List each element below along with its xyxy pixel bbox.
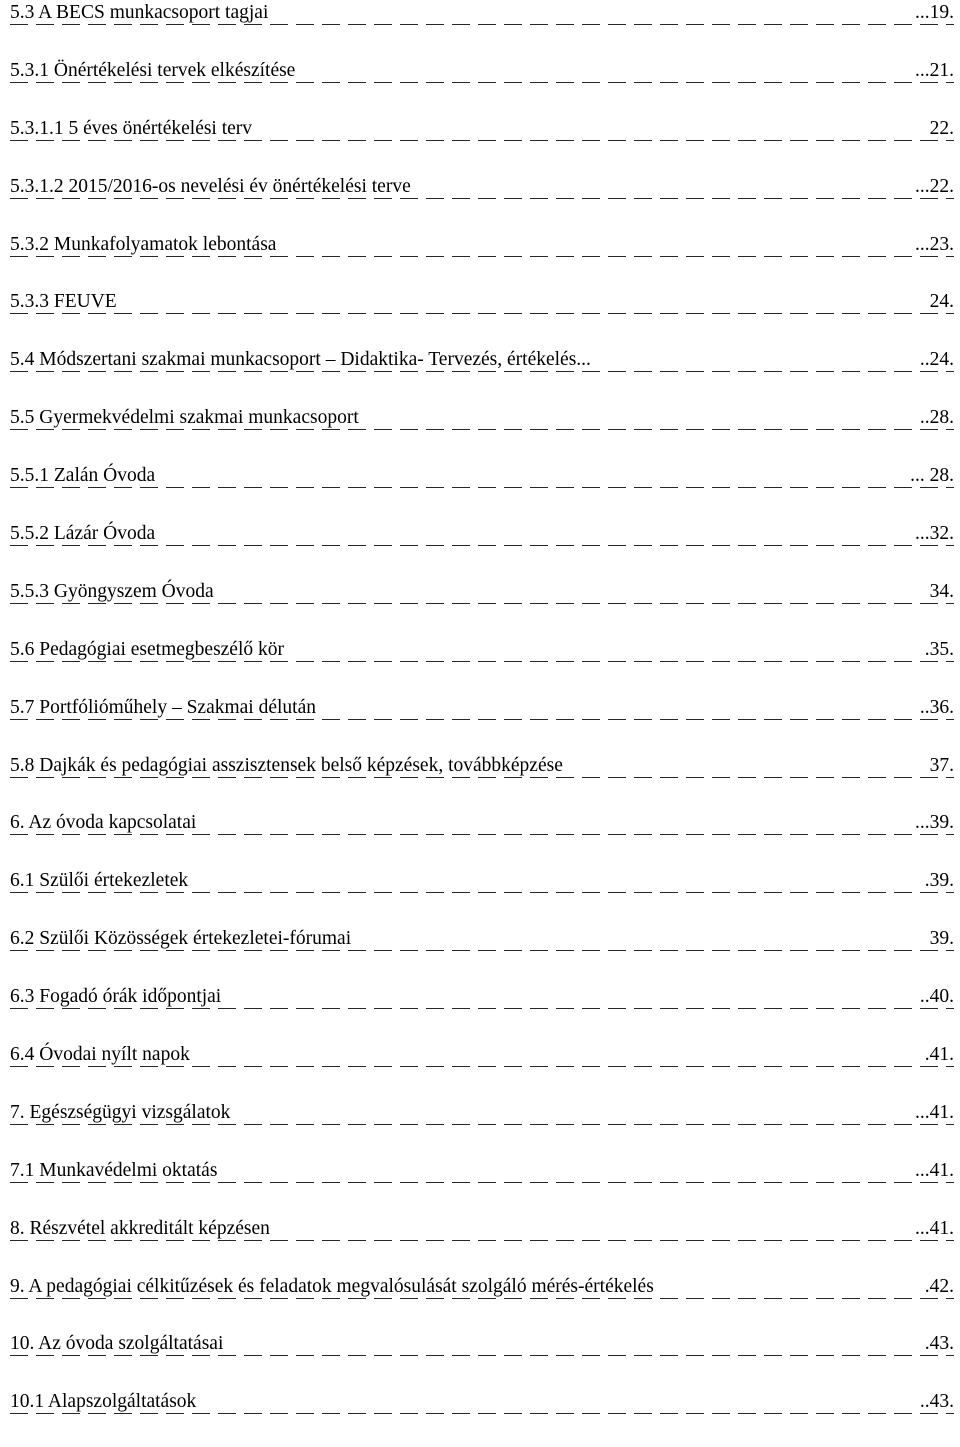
toc-entry <box>10 174 954 232</box>
dotted-leader <box>10 1413 954 1414</box>
toc-entry <box>10 637 954 695</box>
toc-entry <box>10 984 954 1042</box>
toc-entry-title: 5.3.1.1 5 éves önértékelési terv <box>10 117 253 139</box>
toc-entry-title: 7. Egészségügyi vizsgálatok <box>10 1101 231 1123</box>
toc-entry <box>10 1389 954 1447</box>
toc-entry <box>10 405 954 463</box>
toc-entry-title: 5.3.2 Munkafolyamatok lebontása <box>10 233 277 255</box>
toc-entry <box>10 0 954 58</box>
dotted-leader <box>10 950 954 951</box>
toc-entry-page: ..24. <box>919 349 954 371</box>
toc-entry-page: ...19. <box>915 2 954 23</box>
dotted-leader <box>10 487 954 488</box>
dotted-leader <box>10 1355 954 1356</box>
toc-entry-title: 5.5.3 Gyöngyszem Óvoda <box>10 580 214 602</box>
toc-entry-title: 5.5 Gyermekvédelmi szakmai munkacsoport <box>10 407 359 429</box>
dotted-leader <box>10 1182 954 1183</box>
dotted-leader <box>10 82 954 83</box>
toc-entry <box>10 1158 954 1216</box>
toc-entry <box>10 1331 954 1389</box>
toc-entry-page: 24. <box>929 291 954 313</box>
toc-entry-title: 10.1 Alapszolgáltatások <box>10 1391 197 1413</box>
dotted-leader <box>10 313 954 314</box>
toc-entry-page: 37. <box>929 754 954 776</box>
toc-entry-title: 5.3.1.2 2015/2016-os nevelési év önértékelési terve <box>10 175 411 197</box>
toc-entry <box>10 58 954 116</box>
toc-entry-title: 6. Az óvoda kapcsolatai <box>10 812 197 834</box>
toc-entry-page: ...39. <box>915 812 954 834</box>
toc-entry-page: .41. <box>924 1044 954 1066</box>
dotted-leader <box>10 1008 954 1009</box>
toc-entry-page: ...41. <box>915 1159 954 1181</box>
toc-entry <box>10 1216 954 1274</box>
toc-entry <box>10 926 954 984</box>
toc-entry <box>10 232 954 290</box>
toc-entry-title: 5.5.2 Lázár Óvoda <box>10 523 156 545</box>
toc-entry-title: 5.3 A BECS munkacsoport tagjai <box>10 2 269 23</box>
dotted-leader <box>10 719 954 720</box>
toc-entry-title: 5.5.1 Zalán Óvoda <box>10 465 156 487</box>
toc-entry-title: 5.3.1 Önértékelési tervek elkészítése <box>10 59 296 81</box>
toc-entry-page: .35. <box>924 638 954 660</box>
toc-entry-title: 5.7 Portfólióműhely – Szakmai délután <box>10 696 316 718</box>
toc-entry-page: ..28. <box>919 407 954 429</box>
toc-entry <box>10 289 954 347</box>
toc-entry-page: 34. <box>929 580 954 602</box>
toc-entry-page: ...41. <box>915 1101 954 1123</box>
toc-entry <box>10 868 954 926</box>
toc-entry-title: 5.3.3 FEUVE <box>10 291 117 313</box>
dotted-leader <box>10 140 954 141</box>
toc-entry-title: 10. Az óvoda szolgáltatásai <box>10 1333 224 1355</box>
dotted-leader <box>10 24 954 25</box>
dotted-leader <box>10 1298 954 1299</box>
dotted-leader <box>10 198 954 199</box>
toc-entry-page: 22. <box>929 117 954 139</box>
dotted-leader <box>10 834 954 835</box>
toc-entry-page: .39. <box>924 870 954 892</box>
toc-entry-title: 9. A pedagógiai célkitűzések és feladatok megvalósulását szolgáló mérés-értékelés <box>10 1275 654 1297</box>
toc-entry-title: 7.1 Munkavédelmi oktatás <box>10 1159 218 1181</box>
toc-entry-page: 39. <box>929 928 954 950</box>
toc-entry-page: ...21. <box>915 59 954 81</box>
dotted-leader <box>10 256 954 257</box>
toc-entry-page: ...32. <box>915 523 954 545</box>
dotted-leader <box>10 661 954 662</box>
toc-entry-page: ...41. <box>915 1217 954 1239</box>
toc-entry-title: 8. Részvétel akkreditált képzésen <box>10 1217 270 1239</box>
toc-entry <box>10 1042 954 1100</box>
toc-entry-page: ...22. <box>915 175 954 197</box>
toc-entry-page: .42. <box>924 1275 954 1297</box>
toc-entry-title: 6.3 Fogadó órák időpontjai <box>10 986 222 1008</box>
toc-entry <box>10 463 954 521</box>
toc-entry-page: ..40. <box>919 986 954 1008</box>
dotted-leader <box>10 892 954 893</box>
toc-entry-page: ..43. <box>919 1391 954 1413</box>
toc-entry-title: 6.2 Szülői Közösségek értekezletei-fórumai <box>10 928 352 950</box>
toc-entry <box>10 579 954 637</box>
toc-entry-page: .43. <box>924 1333 954 1355</box>
table-of-contents <box>10 0 954 1447</box>
dotted-leader <box>10 603 954 604</box>
toc-entry <box>10 1274 954 1332</box>
dotted-leader <box>10 1124 954 1125</box>
dotted-leader <box>10 777 954 778</box>
toc-entry <box>10 1100 954 1158</box>
toc-entry <box>10 347 954 405</box>
toc-entry-page: ... 28. <box>910 465 954 487</box>
toc-entry <box>10 695 954 753</box>
toc-entry-title: 6.4 Óvodai nyílt napok <box>10 1044 190 1066</box>
dotted-leader <box>10 1240 954 1241</box>
toc-entry <box>10 753 954 811</box>
dotted-leader <box>10 545 954 546</box>
dotted-leader <box>10 371 954 372</box>
dotted-leader <box>10 429 954 430</box>
toc-entry <box>10 116 954 174</box>
toc-entry-page: ..36. <box>919 696 954 718</box>
toc-entry <box>10 810 954 868</box>
toc-entry-page: ...23. <box>915 233 954 255</box>
toc-entry-title: 6.1 Szülői értekezletek <box>10 870 189 892</box>
toc-entry-title: 5.4 Módszertani szakmai munkacsoport – Didaktika- Tervezés, értékelés... <box>10 349 591 371</box>
toc-entry-title: 5.6 Pedagógiai esetmegbeszélő kör <box>10 638 284 660</box>
dotted-leader <box>10 1066 954 1067</box>
toc-entry <box>10 521 954 579</box>
toc-entry-title: 5.8 Dajkák és pedagógiai asszisztensek belső képzések, továbbképzése <box>10 754 563 776</box>
